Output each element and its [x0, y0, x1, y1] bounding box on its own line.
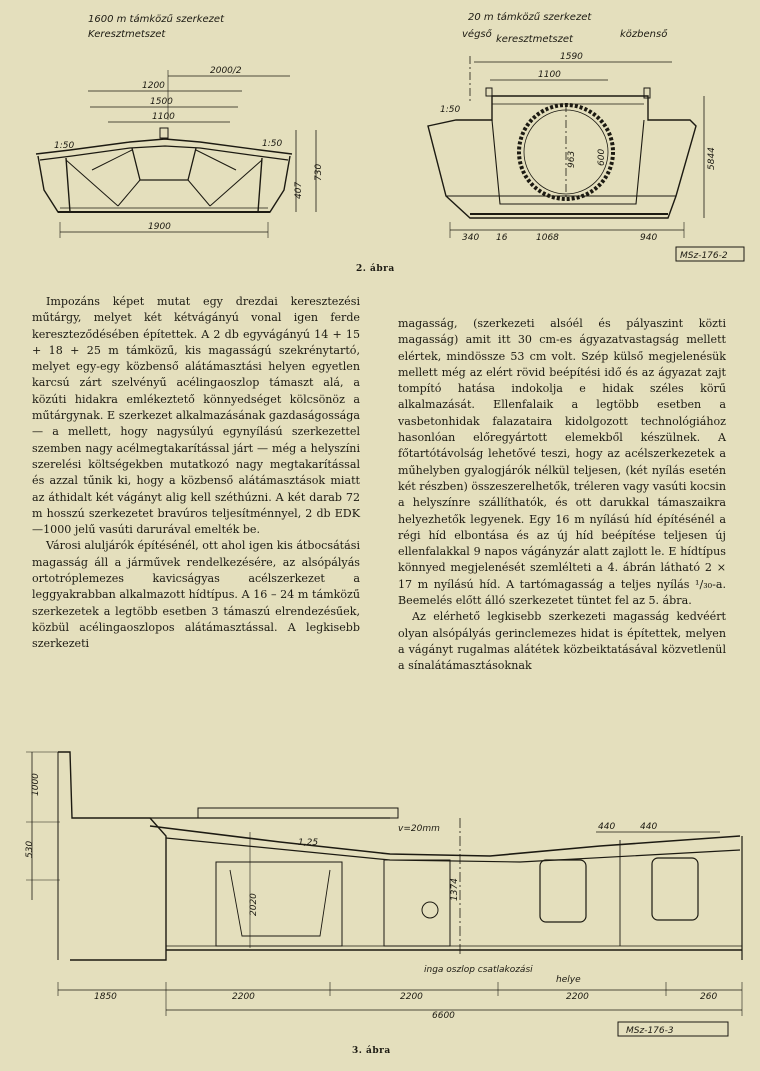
- paragraph-2: Városi aluljárók építésénél, ott ahol igen kis átbocsátási magasság áll a járművek rendelkezésére, az alsópályás ortotróplemezes kavicságyas acélszerkezet a leggyakrabban alkalmazott hídtípus. A 16 – 24 m támközű szerkezetek a legtöbb esetben 3 támaszú elrendezésűek, közbül acélingaoszlopos alátámasztással. A legkisebb szerkezeti: [32, 539, 360, 651]
- fig3-code: MSz-176-3: [626, 1026, 674, 1036]
- dim-1-50-left: 1:50: [54, 141, 75, 151]
- dim-6600: 6600: [432, 1011, 455, 1021]
- fig2-right-sub-c: közbenső: [620, 29, 668, 40]
- dim-1-50-right: 1:50: [262, 139, 283, 149]
- dim-2200-a: 2200: [232, 992, 255, 1002]
- dim-r-1-50: 1:50: [440, 105, 461, 115]
- dim-2000-2: 2000/2: [210, 66, 242, 76]
- fig3-note-b: helye: [556, 975, 581, 985]
- dim-407: 407: [294, 181, 304, 199]
- dim-v-20mm: v=20mm: [398, 824, 440, 834]
- fig2-right-sub-b: keresztmetszet: [496, 34, 573, 45]
- text-column-right: [398, 316, 726, 675]
- dim-1000: 1000: [31, 773, 41, 796]
- dim-1900: 1900: [148, 222, 171, 232]
- fig2-right-title: 20 m támközű szerkezet: [468, 12, 592, 23]
- dim-1200: 1200: [142, 81, 165, 91]
- dim-1-25: 1,25: [298, 838, 319, 848]
- dim-340: 340: [462, 233, 480, 243]
- dim-16: 16: [496, 233, 508, 243]
- fig2-right-sub-a: végső: [462, 29, 492, 40]
- dim-1100: 1100: [152, 112, 175, 122]
- paragraph-4: Az elérhető legkisebb szerkezeti magasság kedvéért olyan alsópályás gerinclemezes hidat is építettek, melyen a vágányt rugalmas alátétek közbeiktatásával közvetlenül a sínalátámasztásoknak: [398, 610, 726, 673]
- dim-2020: 2020: [249, 893, 259, 916]
- figure-2-caption: 2. ábra: [356, 264, 395, 274]
- dim-963: 963: [567, 150, 577, 168]
- fig2-left-section: [36, 70, 316, 238]
- figure-2-drawing: [0, 0, 760, 290]
- text-column-left: [32, 294, 360, 653]
- dim-440-b: 440: [640, 822, 658, 832]
- dim-5844: 5844: [707, 147, 717, 170]
- dim-2200-b: 2200: [400, 992, 423, 1002]
- dim-1068: 1068: [536, 233, 559, 243]
- fig2-right-section: [428, 56, 744, 261]
- dim-1500: 1500: [150, 97, 173, 107]
- dim-260: 260: [700, 992, 718, 1002]
- dim-1850: 1850: [94, 992, 117, 1002]
- dim-730: 730: [314, 163, 324, 181]
- dim-600: 600: [597, 148, 607, 166]
- dim-1374: 1374: [450, 878, 460, 901]
- dim-r1100: 1100: [538, 70, 561, 80]
- fig3-note-a: inga oszlop csatlakozási: [424, 965, 533, 975]
- fig2-left-title: 1600 m támközű szerkezet: [88, 14, 225, 25]
- dim-530: 530: [25, 840, 35, 858]
- dim-1590: 1590: [560, 52, 583, 62]
- fig2-code: MSz-176-2: [680, 251, 728, 261]
- dim-2200-c: 2200: [566, 992, 589, 1002]
- dim-440-a: 440: [598, 822, 616, 832]
- fig3-section: [26, 752, 742, 1036]
- figure-3-caption: 3. ábra: [352, 1046, 391, 1056]
- fig2-left-subtitle: Keresztmetszet: [88, 29, 166, 40]
- dim-940: 940: [640, 233, 658, 243]
- paragraph-3: magasság, (szerkezeti alsóél és pályaszint közti magasság) amit itt 30 cm-es ágyazatvastagság mellett elértek, mindössze 53 cm volt. Szép külső megjelenésük mellett még az elért rövid beépítési idő és az ágyazat zajt tompító hatása indokolja e hidak széles körű alkalmazását. Ellenfalaik a legtöbb esetben a vasbetonhidak falazataira kidolgozott technológiához hasonlóan előregyártott elemekből készülnek. A főtartótávolság lehetővé teszi, hogy az acélszerkezetek a műhelyben gyalogjárók nélkül teljesen, (két nyílás esetén két részben) összeszerelhetők, tréleren vagy vasúti kocsin a helyszínre szállíthatók, és ott darukkal támaszaikra helyezhetők legyenek. Egy 16 m nyílású híd építésénél a régi híd elbontása és az új híd beépítése teljesen új ellenfalakkal 9 napos vágányzár alatt zajlott le. E hídtípus könnyed megjelenését szemlélteti a 4. ábrán látható 2 × 17 m nyílású híd. A tartómagasság a teljes nyílás ¹/₃₀-a. Beemelés előtt álló szerkezetet tüntet fel az 5. ábra.: [398, 317, 726, 608]
- paragraph-1: Impozáns képet mutat egy drezdai keresztezési műtárgy, melyet két kétvágányú vonal igen ferde kereszteződésében építettek. A 2 db egyvágányú 14 + 15 + 18 + 25 m támközű, kis magasságú szekrénytartó, melyet egy-egy közbenső alátámasztási helyen egyetlen karcsú zárt szelvényű acélingaoszlop támaszt alá, a közúti hidakra emlékeztető könnyedséget kölcsönöz a műtárgynak. E szerkezet alkalmazásának gazdaságossága — a mellett, hogy nagysúlyú egynyílású szerkezettel szemben nagy acélmegtakarítással járt — még a helyszíni szerelési költségekben mutatkozó nagy megtakarítással és azzal tűnik ki, hogy a közbenső alátámasztások miatt az áthidalt két vágányt alig kell széthúzni. A két darab 72 m hosszú szerkezetet bravúros teljesítménnyel, 2 db EDK—1000 jelű vasúti darurával emelték be.: [32, 295, 360, 537]
